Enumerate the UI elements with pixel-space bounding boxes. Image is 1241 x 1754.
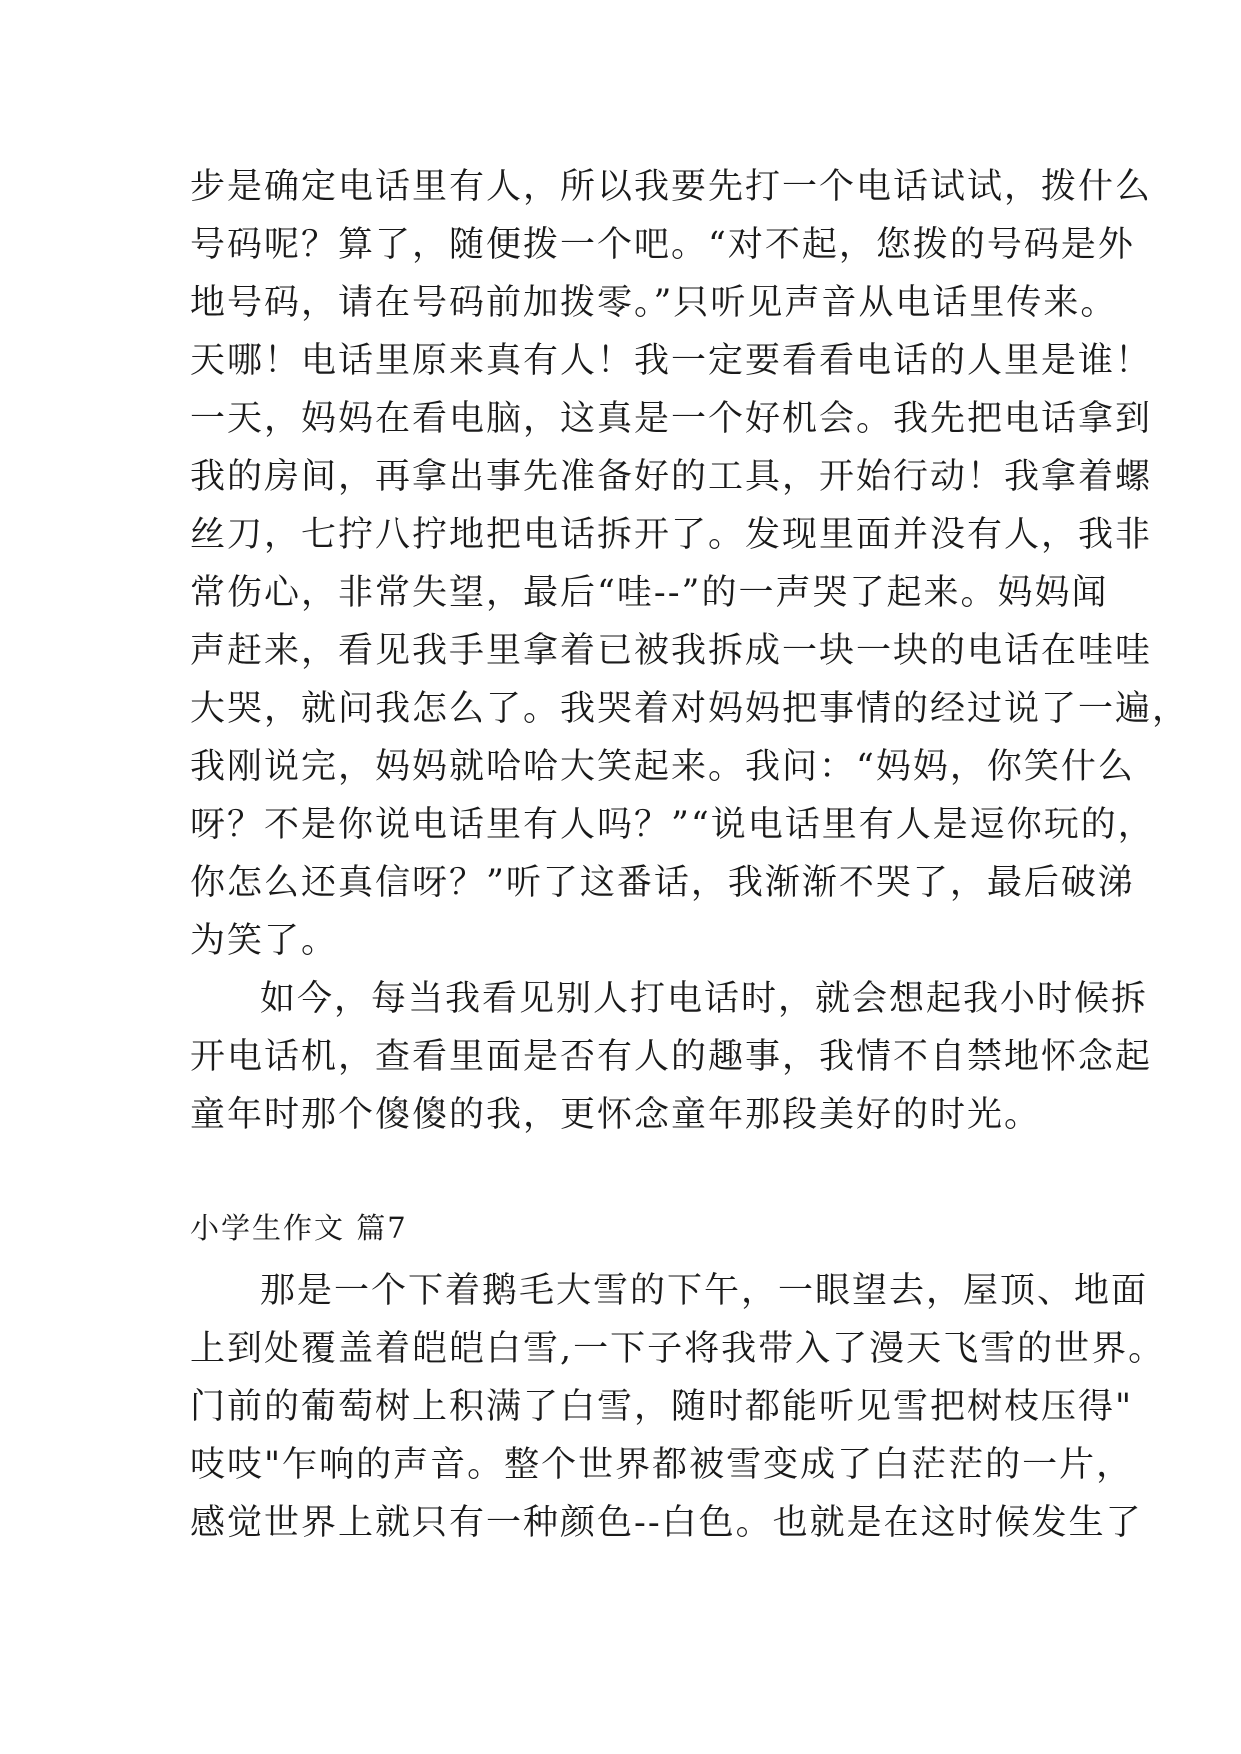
text-line: 一天，妈妈在看电脑，这真是一个好机会。我先把电话拿到 (190, 399, 1153, 439)
text-line: 常伤心，非常失望，最后“哇--”的一声哭了起来。妈妈闻 (190, 573, 1109, 613)
text-line: 天哪！电话里原来真有人！我一定要看看电话的人里是谁！ (190, 341, 1153, 381)
text-line: 开电话机，查看里面是否有人的趣事，我情不自禁地怀念起 (190, 1037, 1153, 1077)
section-spacer (190, 1144, 1070, 1208)
text-line: 为笑了。 (190, 921, 339, 961)
text-line: 我刚说完，妈妈就哈哈大笑起来。我问：“妈妈，你笑什么 (190, 747, 1135, 787)
text-line: 门前的葡萄树上积满了白雪，随时都能听见雪把树枝压得" (190, 1387, 1134, 1427)
document-body (190, 158, 1190, 1552)
paragraph-2 (190, 970, 1153, 1144)
text-line: 丝刀，七拧八拧地把电话拆开了。发现里面并没有人，我非 (190, 515, 1153, 555)
text-line: 上到处覆盖着皑皑白雪,一下子将我带入了漫天飞雪的世界。 (190, 1329, 1166, 1369)
text-line: 感觉世界上就只有一种颜色--白色。也就是在这时候发生了 (190, 1503, 1143, 1543)
section-heading: 小学生作文 篇7 (190, 1211, 408, 1245)
text-line: 你怎么还真信呀？”听了这番话，我渐渐不哭了，最后破涕 (190, 863, 1135, 903)
text-line: 如今，每当我看见别人打电话时，就会想起我小时候拆 (260, 979, 1149, 1019)
text-line: 呀？不是你说电话里有人吗？”“说电话里有人是逗你玩的， (190, 805, 1155, 845)
text-line: 号码呢？算了，随便拨一个吧。“对不起，您拨的号码是外 (190, 225, 1135, 265)
text-line: 地号码，请在号码前加拨零。”只听见声音从电话里传来。 (190, 283, 1118, 323)
text-line: 步是确定电话里有人，所以我要先打一个电话试试，拨什么 (190, 167, 1153, 207)
text-line: 那是一个下着鹅毛大雪的下午，一眼望去，屋顶、地面 (260, 1271, 1149, 1311)
paragraph-3 (190, 1262, 1166, 1552)
paragraph-1 (190, 158, 1190, 970)
text-line: 吱吱"乍响的声音。整个世界都被雪变成了白茫茫的一片， (190, 1445, 1134, 1485)
text-line: 我的房间，再拿出事先准备好的工具，开始行动！我拿着螺 (190, 457, 1153, 497)
text-line: 童年时那个傻傻的我，更怀念童年那段美好的时光。 (190, 1095, 1042, 1135)
text-line: 大哭，就问我怎么了。我哭着对妈妈把事情的经过说了一遍， (190, 689, 1190, 729)
text-line: 声赶来，看见我手里拿着已被我拆成一块一块的电话在哇哇 (190, 631, 1153, 671)
